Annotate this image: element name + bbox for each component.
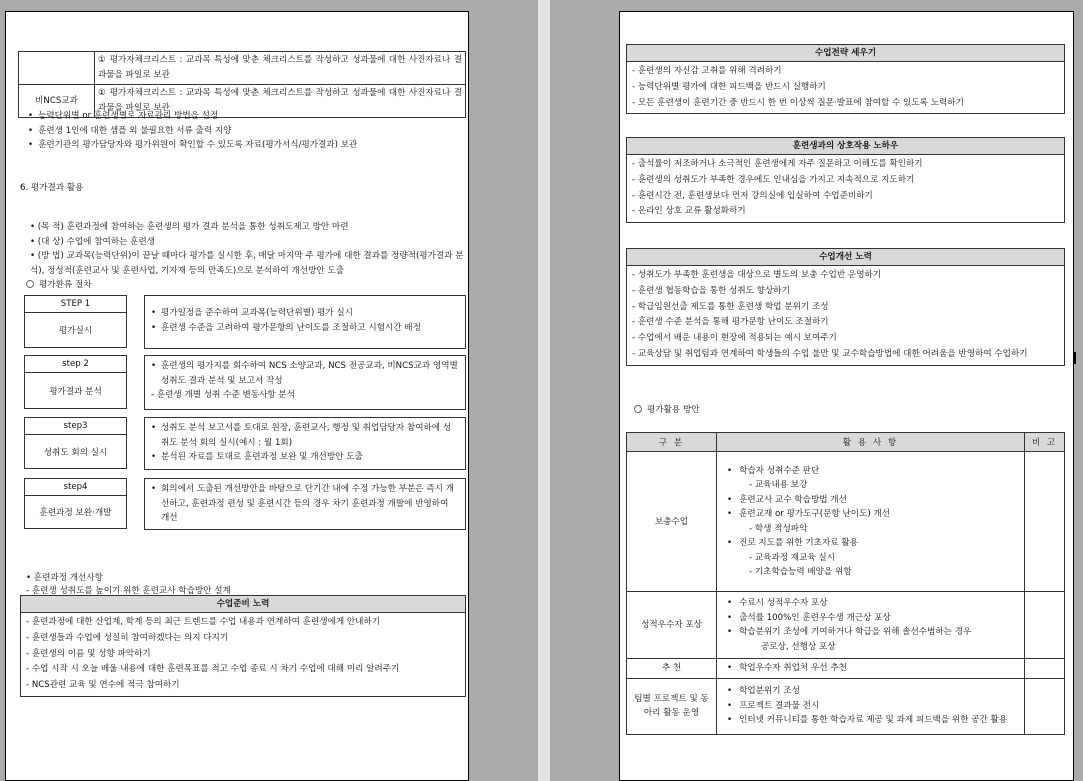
interaction-title: 훈련생과의 상호작용 노하우	[627, 138, 1064, 155]
step-box-2	[24, 355, 127, 409]
step-head: step4	[25, 479, 126, 496]
category-cell: 팀별 프로젝트 및 동아리 활동 운영	[627, 678, 717, 734]
list-item: - 능력단위별 평가에 대한 피드백을 반드시 실행하기	[632, 81, 826, 92]
list-item: • 학습분위기 조성에 기여하거나 학급을 위해 솔선수범하는 경우	[727, 625, 1020, 640]
step-desc-line: • 회의에서 도출된 개선방안을 바탕으로 단기간 내에 수정 가능한 부분은 즉시 개선하고, 훈련과정 편성 및 훈련시간 등의 경우 차기 훈련과정 개발에 반영하여 개선	[151, 482, 459, 526]
list-item: • 능력단위별 or 훈련생별로 자료관리 방법을 설정	[28, 109, 357, 124]
usage-title-text: 평가활용 방안	[647, 405, 700, 415]
evaluation-method-table	[18, 51, 466, 118]
step-head: STEP 1	[25, 296, 126, 313]
list-item: • 학업우수자 취업처 우선 추천	[727, 661, 1020, 676]
list-item: • 학업분위기 조성	[727, 684, 1020, 699]
step-head: step 2	[25, 356, 126, 373]
step-name: 평가실시	[58, 326, 93, 336]
category-cell: 추 천	[627, 659, 717, 679]
table-cell-text: ① 평가자체크리스트 : 교과목 특성에 맞춘 체크리스트를 작성하고 성과물에 대한 사진자료나 결과물을 파일로 보관	[95, 85, 466, 118]
purpose-line: • (대 상) 수업에 참여하는 훈련생	[30, 236, 156, 247]
purpose-block	[22, 220, 468, 278]
list-item: - 훈련생의 이름 및 성향 파악하기	[26, 648, 151, 659]
step-box-1	[24, 295, 127, 348]
list-item: • 훈련기관의 평가담당자와 평가위원이 확인할 수 있도록 자료(평가서식/평가결과) 보관	[28, 138, 357, 153]
list-item: - 교육내용 보강	[727, 478, 1020, 493]
step-desc-line: • 훈련생 수준을 고려하여 평가문항의 난이도를 조절하고 시험시간 배정	[151, 321, 459, 336]
list-item: • 프로젝트 결과물 전시	[727, 699, 1020, 714]
column-header: 활 용 사 항	[717, 433, 1025, 452]
circle-icon	[634, 405, 642, 413]
list-item: - 모든 훈련생이 훈련기간 중 반드시 한 번 이상씩 질문·발표에 참여할 수 있도록 노력하기	[632, 97, 964, 108]
page-gap	[538, 0, 550, 781]
list-item: - 훈련생 수준 분석을 통해 평가문항 난이도 조절하기	[632, 317, 829, 328]
table-cell-label: 비NCS교과	[19, 85, 95, 118]
table-row	[627, 592, 1065, 659]
step-desc-3	[144, 417, 466, 470]
items-cell	[717, 592, 1025, 659]
column-header: 구 분	[627, 433, 717, 452]
category-cell: 보충수업	[627, 452, 717, 592]
step-name: 평가결과 분석	[49, 386, 102, 397]
list-item: • 진로 지도를 위한 기초자료 활용	[727, 536, 1020, 551]
note-cell	[1025, 659, 1065, 679]
list-item: - 훈련시간 전, 훈련생보다 먼저 강의실에 입실하여 수업준비하기	[632, 190, 873, 201]
table-cell-text: ① 평가자체크리스트 : 교과목 특성에 맞춘 체크리스트를 작성하고 성과물에 대한 사진자료나 결과물을 파일로 보관	[95, 52, 466, 85]
strategy-title: 수업전략 세우기	[627, 45, 1064, 62]
table-row	[627, 452, 1065, 592]
step-desc-line: • 평가일정을 준수하여 교과목(능력단위별) 평가 실시	[151, 306, 459, 321]
improvement-table-title: 수업개선 노력	[627, 249, 1064, 266]
list-item: - 수업 시작 시 오늘 배울 내용에 대한 훈련목표를 적고 수업 종료 시 차기 수업에 대해 미리 알려주기	[26, 664, 400, 675]
table-header-row	[627, 433, 1065, 452]
list-item: • 훈련생 1인에 대한 샘플 외 불필요한 서류 출력 지양	[28, 124, 357, 139]
list-item: • 수료시 성적우수자 포상	[727, 596, 1020, 611]
list-item: • 학습자 성취수준 판단	[727, 464, 1020, 479]
table-cell-label	[19, 52, 95, 85]
list-item: - 훈련생 협동학습을 통한 성취도 향상하기	[632, 285, 790, 296]
data-management-bullets	[28, 109, 357, 153]
interaction-table	[626, 137, 1065, 223]
list-item: - 수업에서 배운 내용이 현장에 적용되는 예시 보여주기	[632, 333, 837, 344]
step-desc-line: • 성취도 분석 보고서를 토대로 원장, 훈련교사, 행정 및 취업담당자 참여하에 성취도 분석 회의 실시(예시 : 월 1회)	[151, 421, 459, 450]
list-item: - NCS관련 교육 및 연수에 적극 참여하기	[26, 680, 180, 691]
procedure-title-text: 평가환류 절차	[39, 280, 92, 290]
step-desc-2	[144, 355, 466, 410]
note-cell	[1025, 678, 1065, 734]
prep-effort-title: 수업준비 노력	[21, 596, 465, 613]
purpose-line: • (목 적) 훈련과정에 참여하는 훈련생의 평가 결과 분석을 통한 성취도제고 방안 마련	[30, 222, 349, 232]
list-item: - 훈련생의 자신감 고취를 위해 격려하기	[632, 66, 782, 76]
strategy-table	[626, 44, 1065, 114]
step-box-3	[24, 417, 127, 469]
improvement-title: • 훈련과정 개선사항	[26, 573, 103, 583]
list-item: - 출석률이 저조하거나 소극적인 훈련생에게 자주 질문하고 이해도를 확인하기	[632, 159, 923, 169]
document-page-right	[619, 11, 1074, 781]
note-cell	[1025, 592, 1065, 659]
circle-icon	[26, 280, 34, 288]
list-item: - 학생 적성파악	[727, 522, 1020, 537]
list-item: - 훈련생들과 수업에 성실히 참여하겠다는 의지 다지기	[26, 632, 229, 643]
improvement-table	[626, 248, 1065, 366]
usage-table	[626, 432, 1065, 735]
list-item: - 성취도가 부족한 훈련생을 대상으로 별도의 보충 수업반 운영하기	[632, 270, 882, 280]
step-name: 성취도 회의 실시	[43, 447, 108, 458]
table-row	[627, 659, 1065, 679]
usage-title	[634, 403, 700, 415]
step-desc-line: • 훈련생의 평가지를 회수하여 NCS 소양교과, NCS 전공교과, 비NCS교과 영역별 성취도 결과 분석 및 보고서 작성	[151, 359, 459, 388]
list-item: - 훈련과정에 대한 산업계, 학계 등의 최근 트렌드를 수업 내용과 연계하여 훈련생에게 안내하기	[26, 617, 381, 627]
items-cell	[717, 452, 1025, 592]
items-cell	[717, 659, 1025, 679]
list-item: • 훈련교재 or 평가도구(문항 난이도) 개선	[727, 507, 1020, 522]
step-desc-line: • 분석된 자료를 토대로 훈련과정 보완 및 개선방안 도출	[151, 450, 459, 465]
purpose-line: • (방 법) 교과목(능력단위)이 끝날 때마다 평가를 실시한 후, 매달 마지막 주 평가에 대한 결과를 정량적(평가결과 분석), 정성적(훈련교사 및 훈련사업, 기자재 등의 만족도)으로 분석하여 개선방안 도출	[30, 251, 464, 276]
step-box-4	[24, 478, 127, 529]
note-cell	[1025, 452, 1065, 592]
list-item: - 온라인 상호 교류 활성화하기	[632, 206, 746, 217]
list-item: - 교육상담 및 취업팀과 연계하여 학생들의 수업 불만 및 교수학습방법에 대한 어려움을 반영하여 수업하기	[632, 348, 1028, 359]
list-item: - 학급임원선출 제도를 통한 훈련생 학업 분위기 조성	[632, 301, 829, 312]
step-desc-4	[144, 478, 466, 530]
step-desc-line: - 훈련생 개별 성취 수준 변동사항 분석	[151, 390, 296, 400]
prep-effort-table	[20, 595, 466, 697]
section-title: 6. 평가결과 활용	[20, 183, 84, 193]
list-item: 공로상, 선행상 포상	[761, 641, 836, 652]
table-row	[19, 52, 466, 85]
caret-marker	[1073, 352, 1076, 364]
improvement-sub: - 훈련생 성취도를 높이기 위한 훈련교사 학습방안 설계	[26, 586, 231, 596]
list-item: • 출석률 100%인 훈련우수생 개근상 포상	[727, 611, 1020, 626]
procedure-title	[26, 278, 92, 290]
list-item: - 훈련생의 성취도가 부족한 경우에도 인내심을 가지고 지속적으로 지도하기	[632, 174, 915, 185]
items-cell	[717, 678, 1025, 734]
document-page-left	[5, 11, 469, 781]
category-cell: 성적우수자 포상	[627, 592, 717, 659]
list-item: • 인터넷 커뮤니티를 통한 학습자료 제공 및 과제 피드백을 위한 공간 활용	[727, 713, 1020, 728]
column-header: 비 고	[1025, 433, 1065, 452]
step-name: 훈련과정 보완·개발	[39, 508, 112, 518]
step-head: step3	[25, 418, 126, 435]
list-item: - 교육과정 재교육 실시	[727, 551, 1020, 566]
step-desc-1	[144, 295, 466, 349]
table-row	[627, 678, 1065, 734]
list-item: • 훈련교사 교수 학습방법 개선	[727, 493, 1020, 508]
list-item: - 기초학습능력 배양을 위함	[727, 565, 1020, 580]
